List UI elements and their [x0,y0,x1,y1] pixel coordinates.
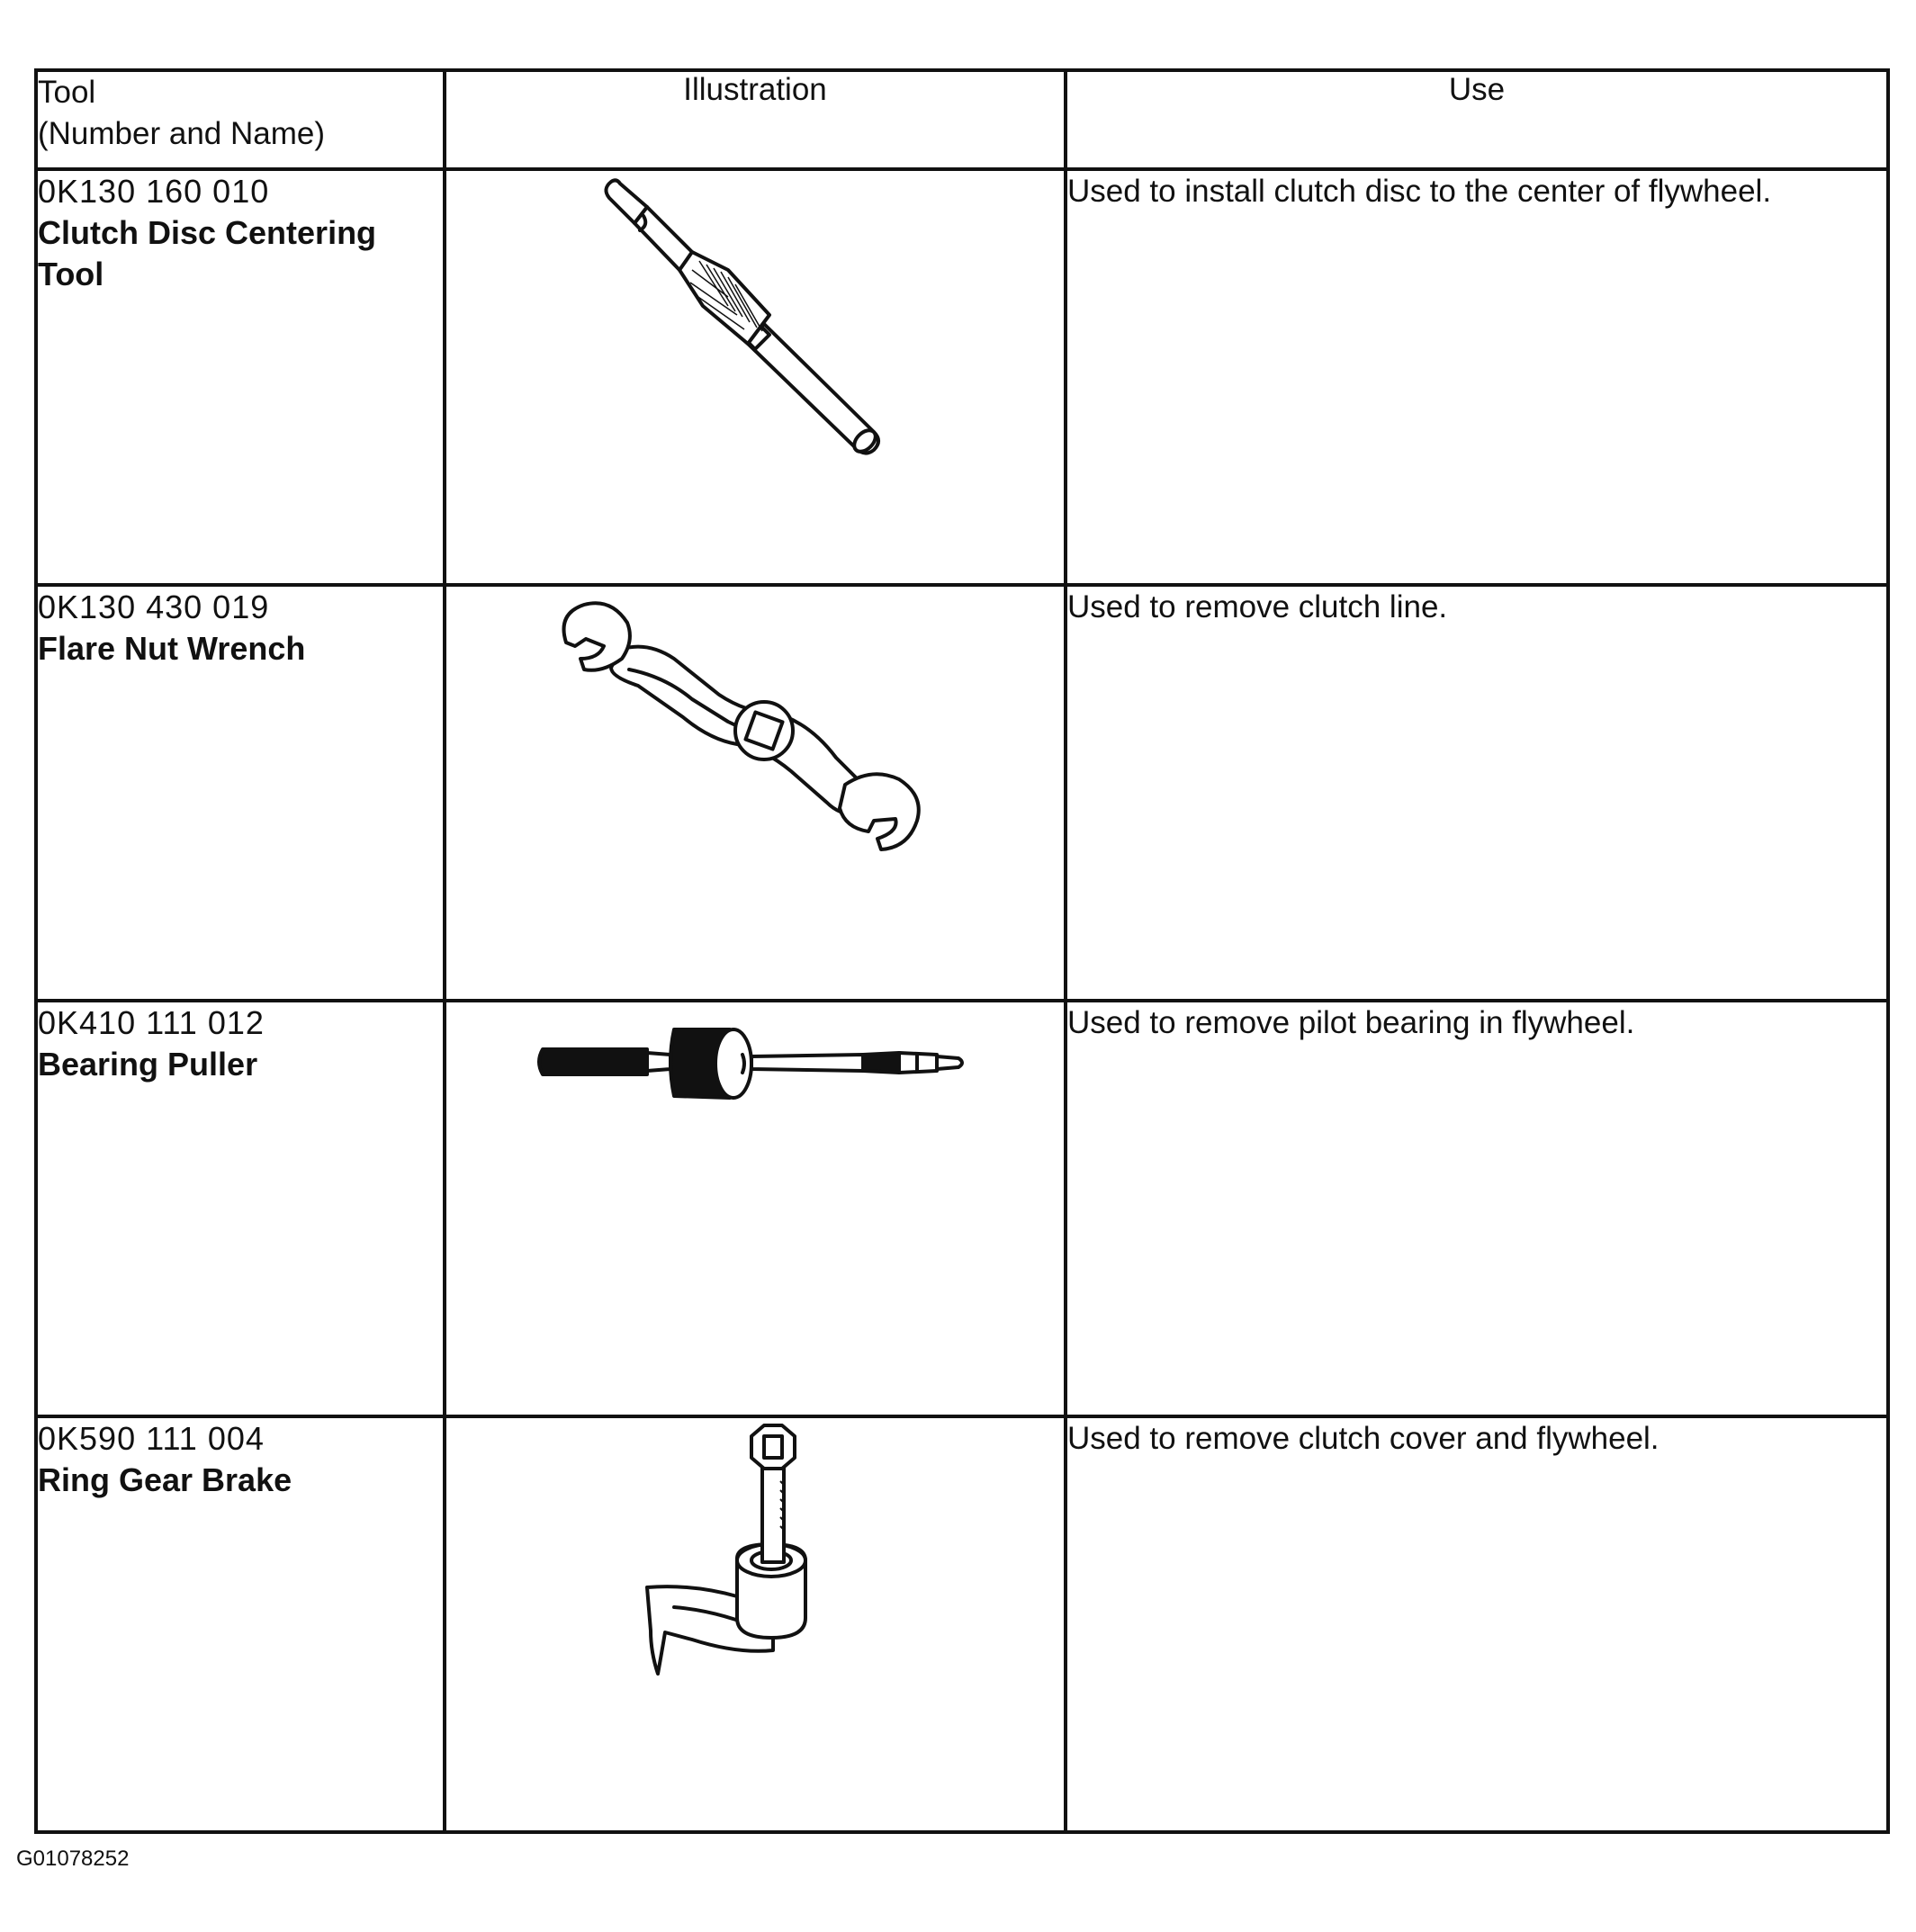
header-illustration: Illustration [445,70,1066,169]
tool-name: Ring Gear Brake [38,1461,292,1498]
use-cell: Used to remove pilot bearing in flywheel. [1066,1001,1888,1416]
tool-name: Flare Nut Wrench [38,630,306,667]
tool-number: 0K590 111 004 [38,1420,265,1457]
tool-cell [36,169,445,585]
use-cell: Used to remove clutch cover and flywheel. [1066,1416,1888,1832]
flare-nut-wrench-icon [539,587,971,875]
illustration-cell [445,169,1066,585]
table-row [36,169,1888,585]
ring-gear-brake-icon [638,1418,872,1688]
table-row [36,1416,1888,1832]
tool-name: Clutch Disc Centering Tool [38,214,377,292]
tool-name: Bearing Puller [38,1046,258,1083]
tool-number: 0K130 430 019 [38,589,270,625]
illustration-cell [445,585,1066,1001]
table-row [36,585,1888,1001]
header-tool-line1: Tool [38,75,96,110]
use-cell: Used to remove clutch line. [1066,585,1888,1001]
tool-number: 0K130 160 010 [38,173,270,210]
illustration-cell [445,1001,1066,1416]
bearing-puller-icon [530,1002,980,1128]
figure-id: G01078252 [16,1847,130,1871]
tool-cell [36,1416,445,1832]
special-tools-table [34,68,1890,1834]
tool-cell [36,1001,445,1416]
illustration-cell [445,1416,1066,1832]
table-row [36,1001,1888,1416]
table-header-row [36,70,1888,169]
tool-number: 0K410 111 012 [38,1004,265,1041]
header-tool-line2: (Number and Name) [38,116,325,151]
header-use: Use [1066,70,1888,169]
clutch-disc-centering-tool-icon [593,171,917,468]
use-cell: Used to install clutch disc to the center of flywheel. [1066,169,1888,585]
tool-cell [36,585,445,1001]
header-tool [36,70,445,169]
